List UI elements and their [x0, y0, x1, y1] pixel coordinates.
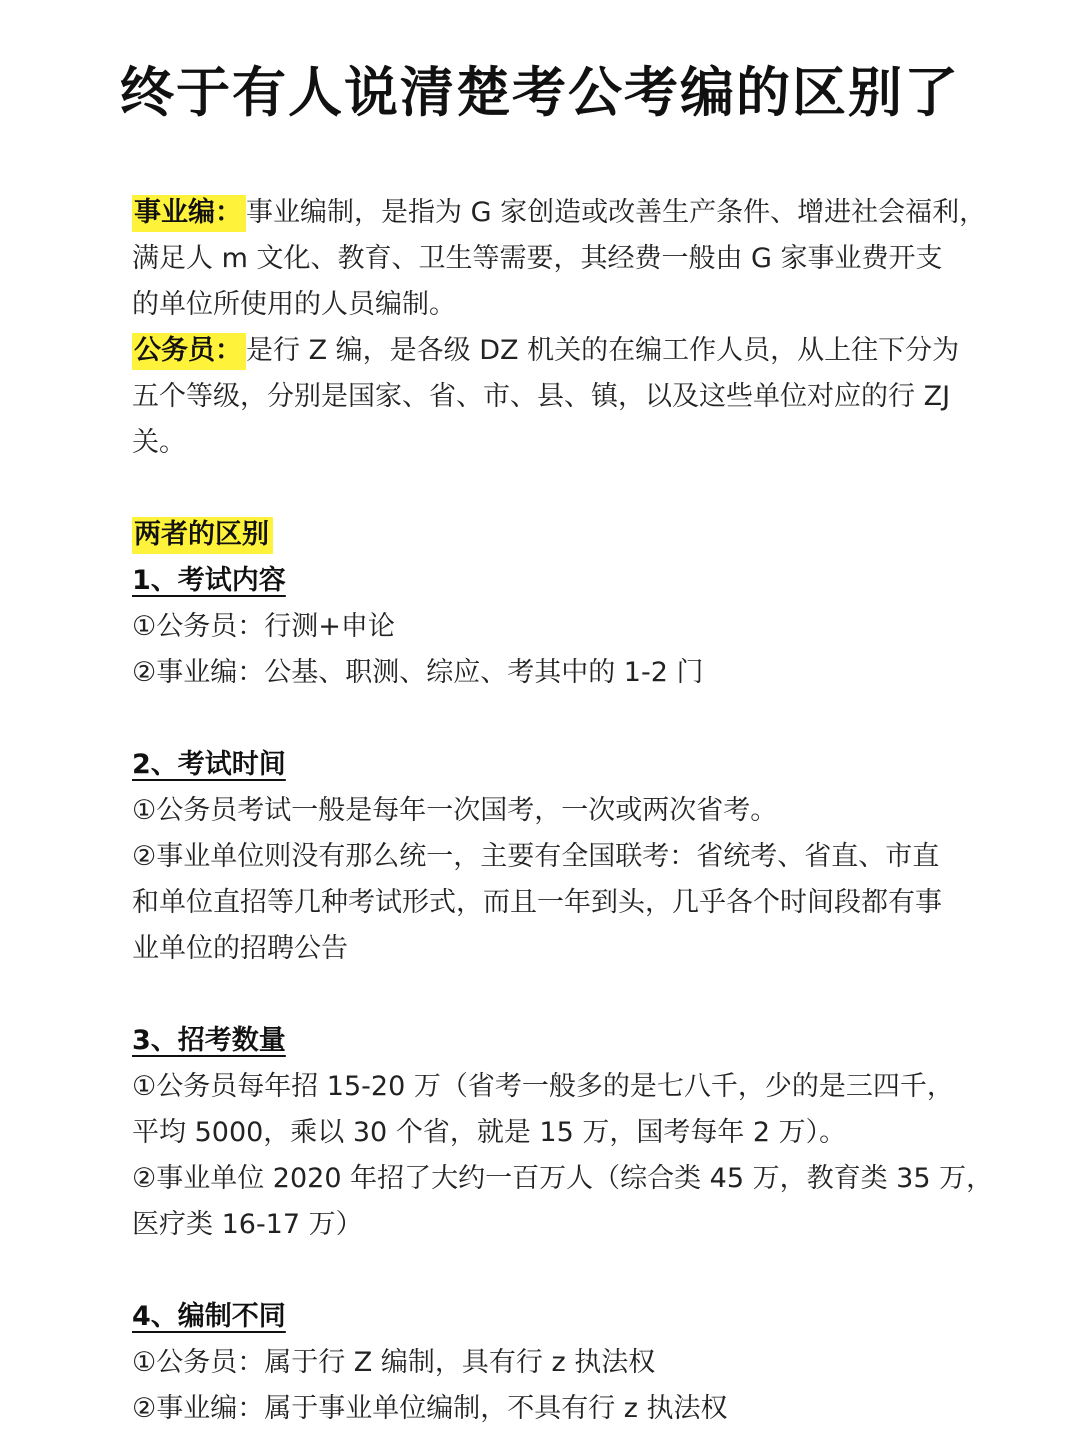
shiye-text: 事业编制，是指为 G 家创造或改善生产条件、增进社会福利， — [246, 197, 987, 228]
shiye-paragraph-line-3: 的单位所使用的人员编制。 — [132, 289, 456, 320]
shiye-paragraph-line-2: 满足人 m 文化、教育、卫生等需要，其经费一般由 G 家事业费开支 — [132, 243, 943, 274]
list-item: ②事业编：属于事业单位编制，不具有行 z 执法权 — [132, 1393, 728, 1424]
gwy-paragraph-line-3: 关。 — [132, 427, 186, 458]
list-item: ②事业单位 2020 年招了大约一百万人（综合类 45 万，教育类 35 万， — [132, 1163, 994, 1194]
list-item: 医疗类 16-17 万） — [132, 1209, 363, 1240]
gwy-paragraph-line-2: 五个等级，分别是国家、省、市、县、镇，以及这些单位对应的行 ZJ — [132, 381, 951, 412]
list-item: 平均 5000，乘以 30 个省，就是 15 万，国考每年 2 万）。 — [132, 1117, 847, 1148]
list-item: ②事业单位则没有那么统一，主要有全国联考：省统考、省直、市直 — [132, 841, 940, 872]
list-item: ①公务员考试一般是每年一次国考，一次或两次省考。 — [132, 795, 778, 826]
gwy-label-highlight: 公务员： — [132, 333, 246, 370]
list-item: ①公务员每年招 15-20 万（省考一般多的是七八千，少的是三四千， — [132, 1071, 954, 1102]
section-heading-recruit-count: 3、招考数量 — [132, 1025, 286, 1056]
list-item: ②事业编：公基、职测、综应、考其中的 1-2 门 — [132, 657, 704, 688]
diff-heading-highlight: 两者的区别 — [132, 517, 273, 554]
section-heading-exam-content: 1、考试内容 — [132, 565, 286, 596]
list-item: ①公务员：属于行 Z 编制，具有行 z 执法权 — [132, 1347, 656, 1378]
gwy-paragraph-line-1 — [132, 328, 962, 374]
list-item: 业单位的招聘公告 — [132, 933, 348, 964]
gwy-text: 是行 Z 编，是各级 DZ 机关的在编工作人员，从上往下分为 — [246, 335, 960, 366]
shiye-label-highlight: 事业编： — [132, 195, 246, 232]
shiye-paragraph-line-1 — [132, 190, 987, 236]
section-heading-exam-time: 2、考试时间 — [132, 749, 286, 780]
page-title: 终于有人说清楚考公考编的区别了 — [120, 61, 960, 124]
list-item: ①公务员：行测+申论 — [132, 611, 395, 642]
section-heading-staffing: 4、编制不同 — [132, 1301, 286, 1332]
list-item: 和单位直招等几种考试形式，而且一年到头，几乎各个时间段都有事 — [132, 887, 942, 918]
document-body — [132, 190, 994, 1432]
diff-heading-row — [132, 512, 962, 558]
